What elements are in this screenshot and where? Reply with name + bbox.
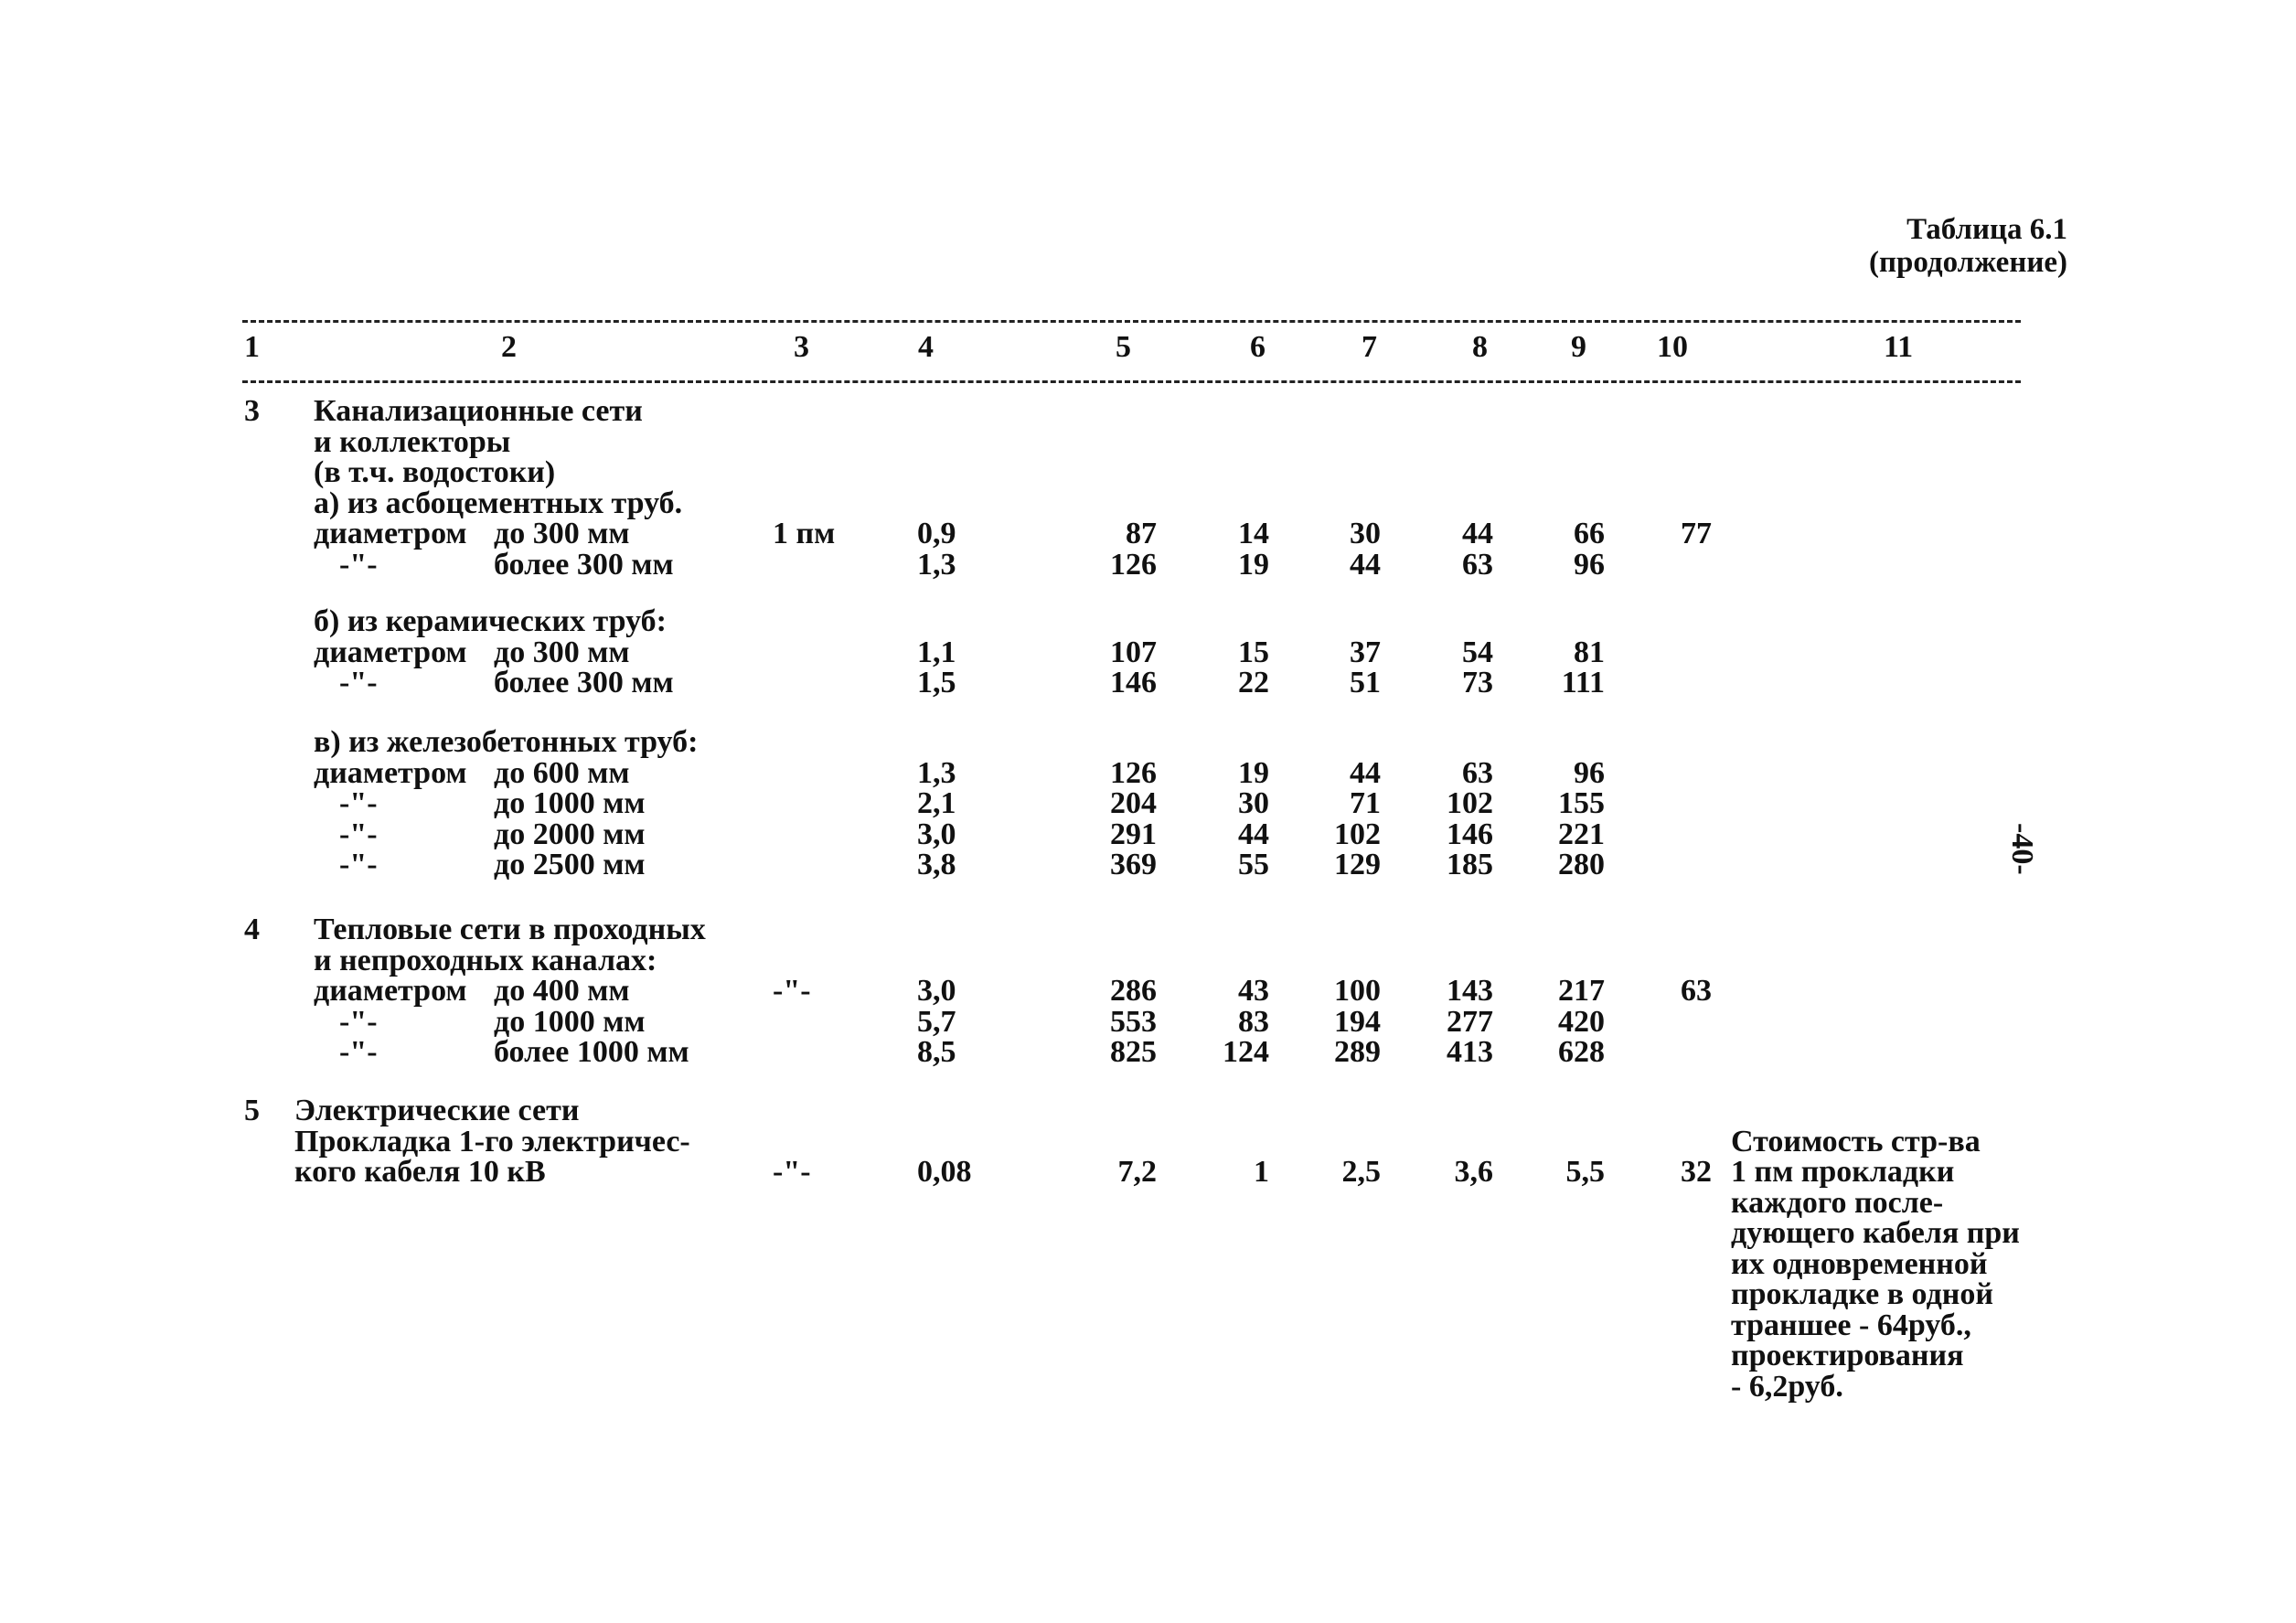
col6-cell: 55	[1238, 848, 1269, 881]
col9-cell: 66	[1574, 517, 1605, 550]
group-subtitle: а) из асбоцементных труб.	[314, 486, 683, 520]
row-label: -"-	[339, 817, 378, 851]
row-size: до 1000 мм	[494, 786, 646, 820]
header-bottom-rule	[242, 380, 2021, 383]
section-title: Прокладка 1-го электричес-	[294, 1124, 690, 1159]
col7-cell: 51	[1350, 666, 1381, 699]
col7-cell: 129	[1334, 848, 1381, 881]
col7-cell: 71	[1350, 786, 1381, 820]
row-size: до 1000 мм	[494, 1004, 646, 1039]
section-number: 5	[244, 1094, 260, 1127]
col9-cell: 155	[1558, 786, 1605, 820]
row-label: -"-	[339, 848, 378, 881]
col9-cell: 81	[1574, 635, 1605, 669]
header-col-2: 2	[501, 330, 517, 364]
header-col-1: 1	[244, 330, 260, 364]
col4-cell: 8,5	[917, 1035, 956, 1069]
row-label: диаметром	[314, 517, 467, 550]
col9-cell: 111	[1561, 666, 1605, 699]
unit-cell: 1 пм	[773, 517, 836, 550]
group-subtitle: б) из керамических труб:	[314, 604, 667, 638]
header-col-5: 5	[1116, 330, 1131, 364]
col9-cell: 280	[1558, 848, 1605, 881]
col8-cell: 3,6	[1454, 1155, 1493, 1189]
col4-cell: 3,0	[917, 817, 956, 851]
table-subtitle: (продолжение)	[1869, 246, 2067, 279]
col8-cell: 146	[1447, 817, 1493, 851]
col7-cell: 44	[1350, 755, 1381, 790]
col8-cell: 277	[1447, 1004, 1493, 1039]
col5-cell: 204	[1110, 786, 1157, 820]
row-label: диаметром	[314, 755, 467, 790]
section-title: Электрические сети	[294, 1094, 580, 1127]
note-line: 1 пм прокладки	[1731, 1155, 1955, 1189]
col10-cell: 77	[1681, 517, 1712, 550]
col5-cell: 825	[1110, 1035, 1157, 1069]
col7-cell: 102	[1334, 817, 1381, 851]
col6-cell: 19	[1238, 547, 1269, 582]
header-col-6: 6	[1250, 330, 1265, 364]
group-subtitle: в) из железобетонных труб:	[314, 725, 699, 759]
col6-cell: 14	[1238, 517, 1269, 550]
header-col-3: 3	[794, 330, 809, 364]
section-title: Канализационные сети	[314, 394, 643, 428]
col5-cell: 553	[1110, 1004, 1157, 1039]
col6-cell: 83	[1238, 1004, 1269, 1039]
col7-cell: 100	[1334, 974, 1381, 1008]
row-label: диаметром	[314, 635, 467, 669]
col4-cell: 0,9	[917, 517, 956, 550]
section-number: 4	[244, 913, 260, 946]
row-size: до 2500 мм	[494, 848, 646, 881]
col10-cell: 63	[1681, 974, 1712, 1008]
col5-cell: 286	[1110, 974, 1157, 1008]
col4-cell: 3,0	[917, 974, 956, 1008]
row-size: более 300 мм	[494, 666, 674, 699]
page-number: -40-	[2005, 823, 2039, 875]
col7-cell: 2,5	[1341, 1155, 1381, 1189]
note-line: траншее - 64руб.,	[1731, 1308, 1971, 1342]
section-title: (в т.ч. водостоки)	[314, 455, 556, 489]
row-size: до 400 мм	[494, 974, 630, 1008]
col4-cell: 3,8	[917, 848, 956, 881]
col9-cell: 628	[1558, 1035, 1605, 1069]
note-line: проектирования	[1731, 1339, 1964, 1372]
col6-cell: 15	[1238, 635, 1269, 669]
row-size: до 2000 мм	[494, 817, 646, 851]
note-line: дующего кабеля при	[1731, 1216, 2020, 1250]
col9-cell: 5,5	[1565, 1155, 1605, 1189]
col8-cell: 185	[1447, 848, 1493, 881]
col7-cell: 289	[1334, 1035, 1381, 1069]
section-title: кого кабеля 10 кВ	[294, 1155, 546, 1189]
col8-cell: 413	[1447, 1035, 1493, 1069]
col7-cell: 37	[1350, 635, 1381, 669]
col8-cell: 73	[1462, 666, 1493, 699]
row-label: -"-	[339, 547, 378, 582]
section-title: и коллекторы	[314, 424, 511, 459]
col4-cell: 0,08	[917, 1155, 972, 1189]
col5-cell: 126	[1110, 547, 1157, 582]
col4-cell: 5,7	[917, 1004, 956, 1039]
col9-cell: 96	[1574, 755, 1605, 790]
col9-cell: 221	[1558, 817, 1605, 851]
col4-cell: 1,3	[917, 755, 956, 790]
header-col-11: 11	[1884, 330, 1914, 364]
col5-cell: 146	[1110, 666, 1157, 699]
col6-cell: 19	[1238, 755, 1269, 790]
col4-cell: 2,1	[917, 786, 956, 820]
col8-cell: 44	[1462, 517, 1493, 550]
row-label: -"-	[339, 1035, 378, 1069]
col8-cell: 63	[1462, 547, 1493, 582]
row-size: более 300 мм	[494, 547, 674, 582]
col6-cell: 22	[1238, 666, 1269, 699]
section-title: и непроходных каналах:	[314, 943, 657, 977]
table-caption	[1869, 213, 2067, 279]
col6-cell: 30	[1238, 786, 1269, 820]
header-col-4: 4	[918, 330, 934, 364]
note-line: их одновременной	[1731, 1246, 1988, 1281]
col4-cell: 1,5	[917, 666, 956, 699]
col4-cell: 1,3	[917, 547, 956, 582]
note-line: прокладке в одной	[1731, 1277, 1993, 1311]
col6-cell: 43	[1238, 974, 1269, 1008]
section-title: Тепловые сети в проходных	[314, 913, 706, 946]
col5-cell: 107	[1110, 635, 1157, 669]
table-title: Таблица 6.1	[1906, 213, 2067, 246]
row-size: до 300 мм	[494, 517, 630, 550]
col8-cell: 102	[1447, 786, 1493, 820]
note-line: - 6,2руб.	[1731, 1369, 1843, 1404]
col8-cell: 143	[1447, 974, 1493, 1008]
row-label: диаметром	[314, 974, 467, 1008]
row-label: -"-	[339, 666, 378, 699]
section-number: 3	[244, 394, 260, 428]
col8-cell: 63	[1462, 755, 1493, 790]
row-label: -"-	[339, 1004, 378, 1039]
col5-cell: 87	[1126, 517, 1157, 550]
col9-cell: 420	[1558, 1004, 1605, 1039]
col7-cell: 44	[1350, 547, 1381, 582]
col6-cell: 44	[1238, 817, 1269, 851]
col6-cell: 124	[1223, 1035, 1269, 1069]
col5-cell: 7,2	[1117, 1155, 1157, 1189]
row-label: -"-	[339, 786, 378, 820]
col9-cell: 96	[1574, 547, 1605, 582]
unit-cell: -"-	[773, 1155, 811, 1189]
col5-cell: 126	[1110, 755, 1157, 790]
col5-cell: 291	[1110, 817, 1157, 851]
header-col-10: 10	[1657, 330, 1688, 364]
col6-cell: 1	[1254, 1155, 1269, 1189]
row-size: до 300 мм	[494, 635, 630, 669]
header-col-9: 9	[1571, 330, 1586, 364]
col9-cell: 217	[1558, 974, 1605, 1008]
header-col-7: 7	[1362, 330, 1377, 364]
col4-cell: 1,1	[917, 635, 956, 669]
note-line: Стоимость стр-ва	[1731, 1124, 1981, 1159]
unit-cell: -"-	[773, 974, 811, 1008]
col8-cell: 54	[1462, 635, 1493, 669]
header-col-8: 8	[1472, 330, 1488, 364]
note-line: каждого после-	[1731, 1185, 1944, 1220]
col7-cell: 194	[1334, 1004, 1381, 1039]
header-top-rule	[242, 320, 2021, 323]
col10-cell: 32	[1681, 1155, 1712, 1189]
row-size: более 1000 мм	[494, 1035, 689, 1069]
row-size: до 600 мм	[494, 755, 630, 790]
col7-cell: 30	[1350, 517, 1381, 550]
col5-cell: 369	[1110, 848, 1157, 881]
